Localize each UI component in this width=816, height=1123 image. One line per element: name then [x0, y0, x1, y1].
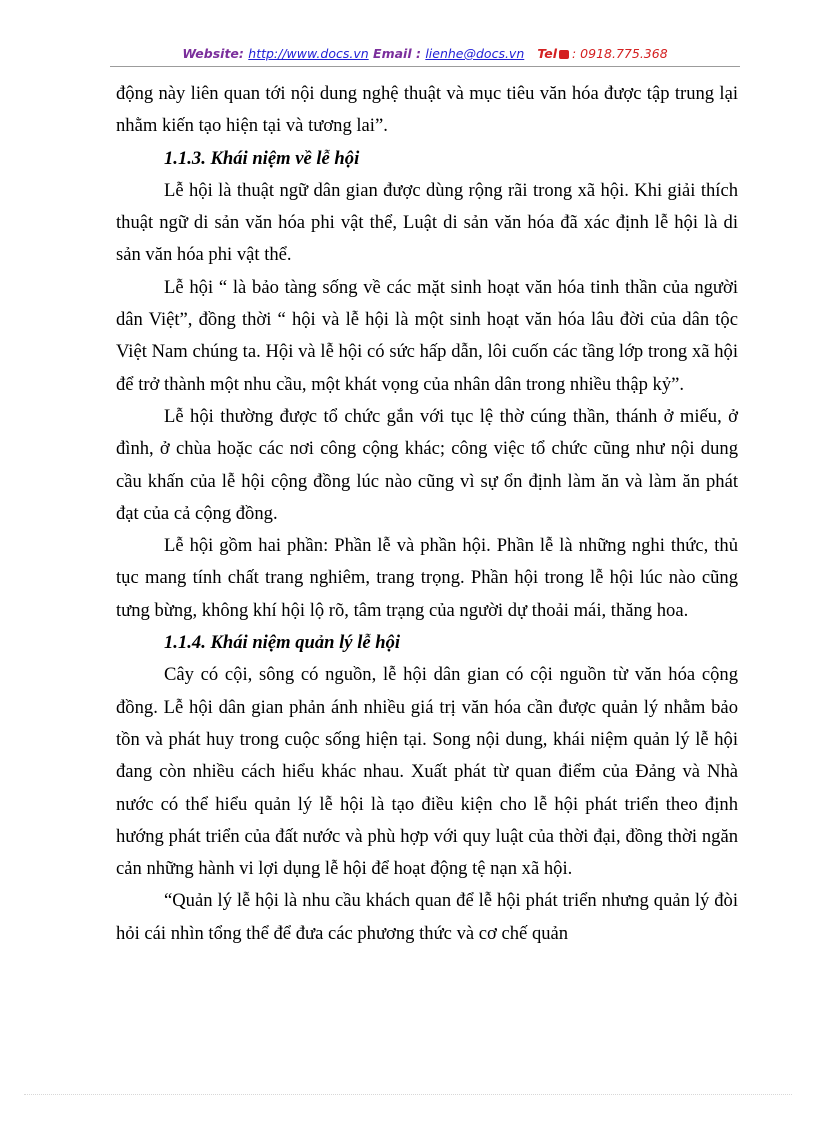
- telephone-icon: [559, 50, 569, 59]
- website-label: Website:: [182, 46, 244, 61]
- paragraph: Cây có cội, sông có nguồn, lễ hội dân gian có cội nguồn từ văn hóa cộng đồng. Lễ hội dân gian phản ánh nhiều giá trị văn hóa cần được quản lý nhằm bảo tồn và phát huy trong cuộc sống hiện tại. Song nội dung, khái niệm quản lý lễ hội đang còn nhiều cách hiểu khác nhau. Xuất phát từ quan điểm của Đảng và Nhà nước có thể hiểu quản lý lễ hội là tạo điều kiện cho lễ hội phát triển theo định hướng phát triển của đất nước và phù hợp với quy luật của thời đại, đồng thời ngăn cản những hành vi lợi dụng lễ hội để hoạt động tệ nạn xã hội.: [116, 664, 738, 880]
- paragraph: Lễ hội thường được tổ chức gắn với tục lệ thờ cúng thần, thánh ở miếu, ở đình, ở chùa hoặc các nơi công cộng khác; công việc tổ chức cũng như nội dung cầu khấn của lễ hội cộng đồng lúc nào cũng vì sự ổn định làm ăn và làm ăn phát đạt của cả cộng đồng.: [116, 405, 738, 524]
- document-body: [116, 78, 738, 950]
- header-divider: [110, 66, 740, 67]
- section-heading: 1.1.4. Khái niệm quản lý lễ hội: [164, 632, 401, 654]
- email-link[interactable]: lienhe@docs.vn: [425, 46, 525, 61]
- tel-label: Tel: [537, 46, 557, 61]
- paragraph: Lễ hội gồm hai phần: Phần lễ và phần hội. Phần lễ là những nghi thức, thủ tục mang tính chất trang nghiêm, trang trọng. Phần hội trong lễ hội lúc nào cũng tưng bừng, không khí hội lộ rõ, tâm trạng của người dự thoải mái, thăng hoa.: [116, 535, 738, 621]
- email-label: Email :: [373, 46, 421, 61]
- page-header: [110, 46, 740, 66]
- section-heading: 1.1.3. Khái niệm về lễ hội: [164, 147, 360, 169]
- website-link[interactable]: http://www.docs.vn: [248, 46, 369, 61]
- paragraph: Lễ hội là thuật ngữ dân gian được dùng rộng rãi trong xã hội. Khi giải thích thuật ngữ di sản văn hóa phi vật thể, Luật di sản văn hóa đã xác định lễ hội là di sản văn hóa phi vật thể.: [116, 179, 738, 266]
- paragraph: “Quản lý lễ hội là nhu cầu khách quan để lễ hội phát triển nhưng quản lý đòi hỏi cái nhìn tổng thể để đưa các phương thức và cơ chế quản: [116, 890, 738, 944]
- footer-divider: [24, 1094, 792, 1095]
- phone-number: : 0918.775.368: [572, 46, 668, 61]
- paragraph: Lễ hội “ là bảo tàng sống về các mặt sinh hoạt văn hóa tinh thần của người dân Việt”, đồng thời “ hội và lễ hội là một sinh hoạt văn hóa lâu đời của dân tộc Việt Nam chúng ta. Hội và lễ hội có sức hấp dẫn, lôi cuốn các tầng lớp trong xã hội để trở thành một nhu cầu, một khát vọng của nhân dân trong nhiều thập kỷ”.: [116, 276, 738, 395]
- paragraph: động này liên quan tới nội dung nghệ thuật và mục tiêu văn hóa được tập trung lại nhằm kiến tạo hiện tại và tương lai”.: [116, 83, 738, 137]
